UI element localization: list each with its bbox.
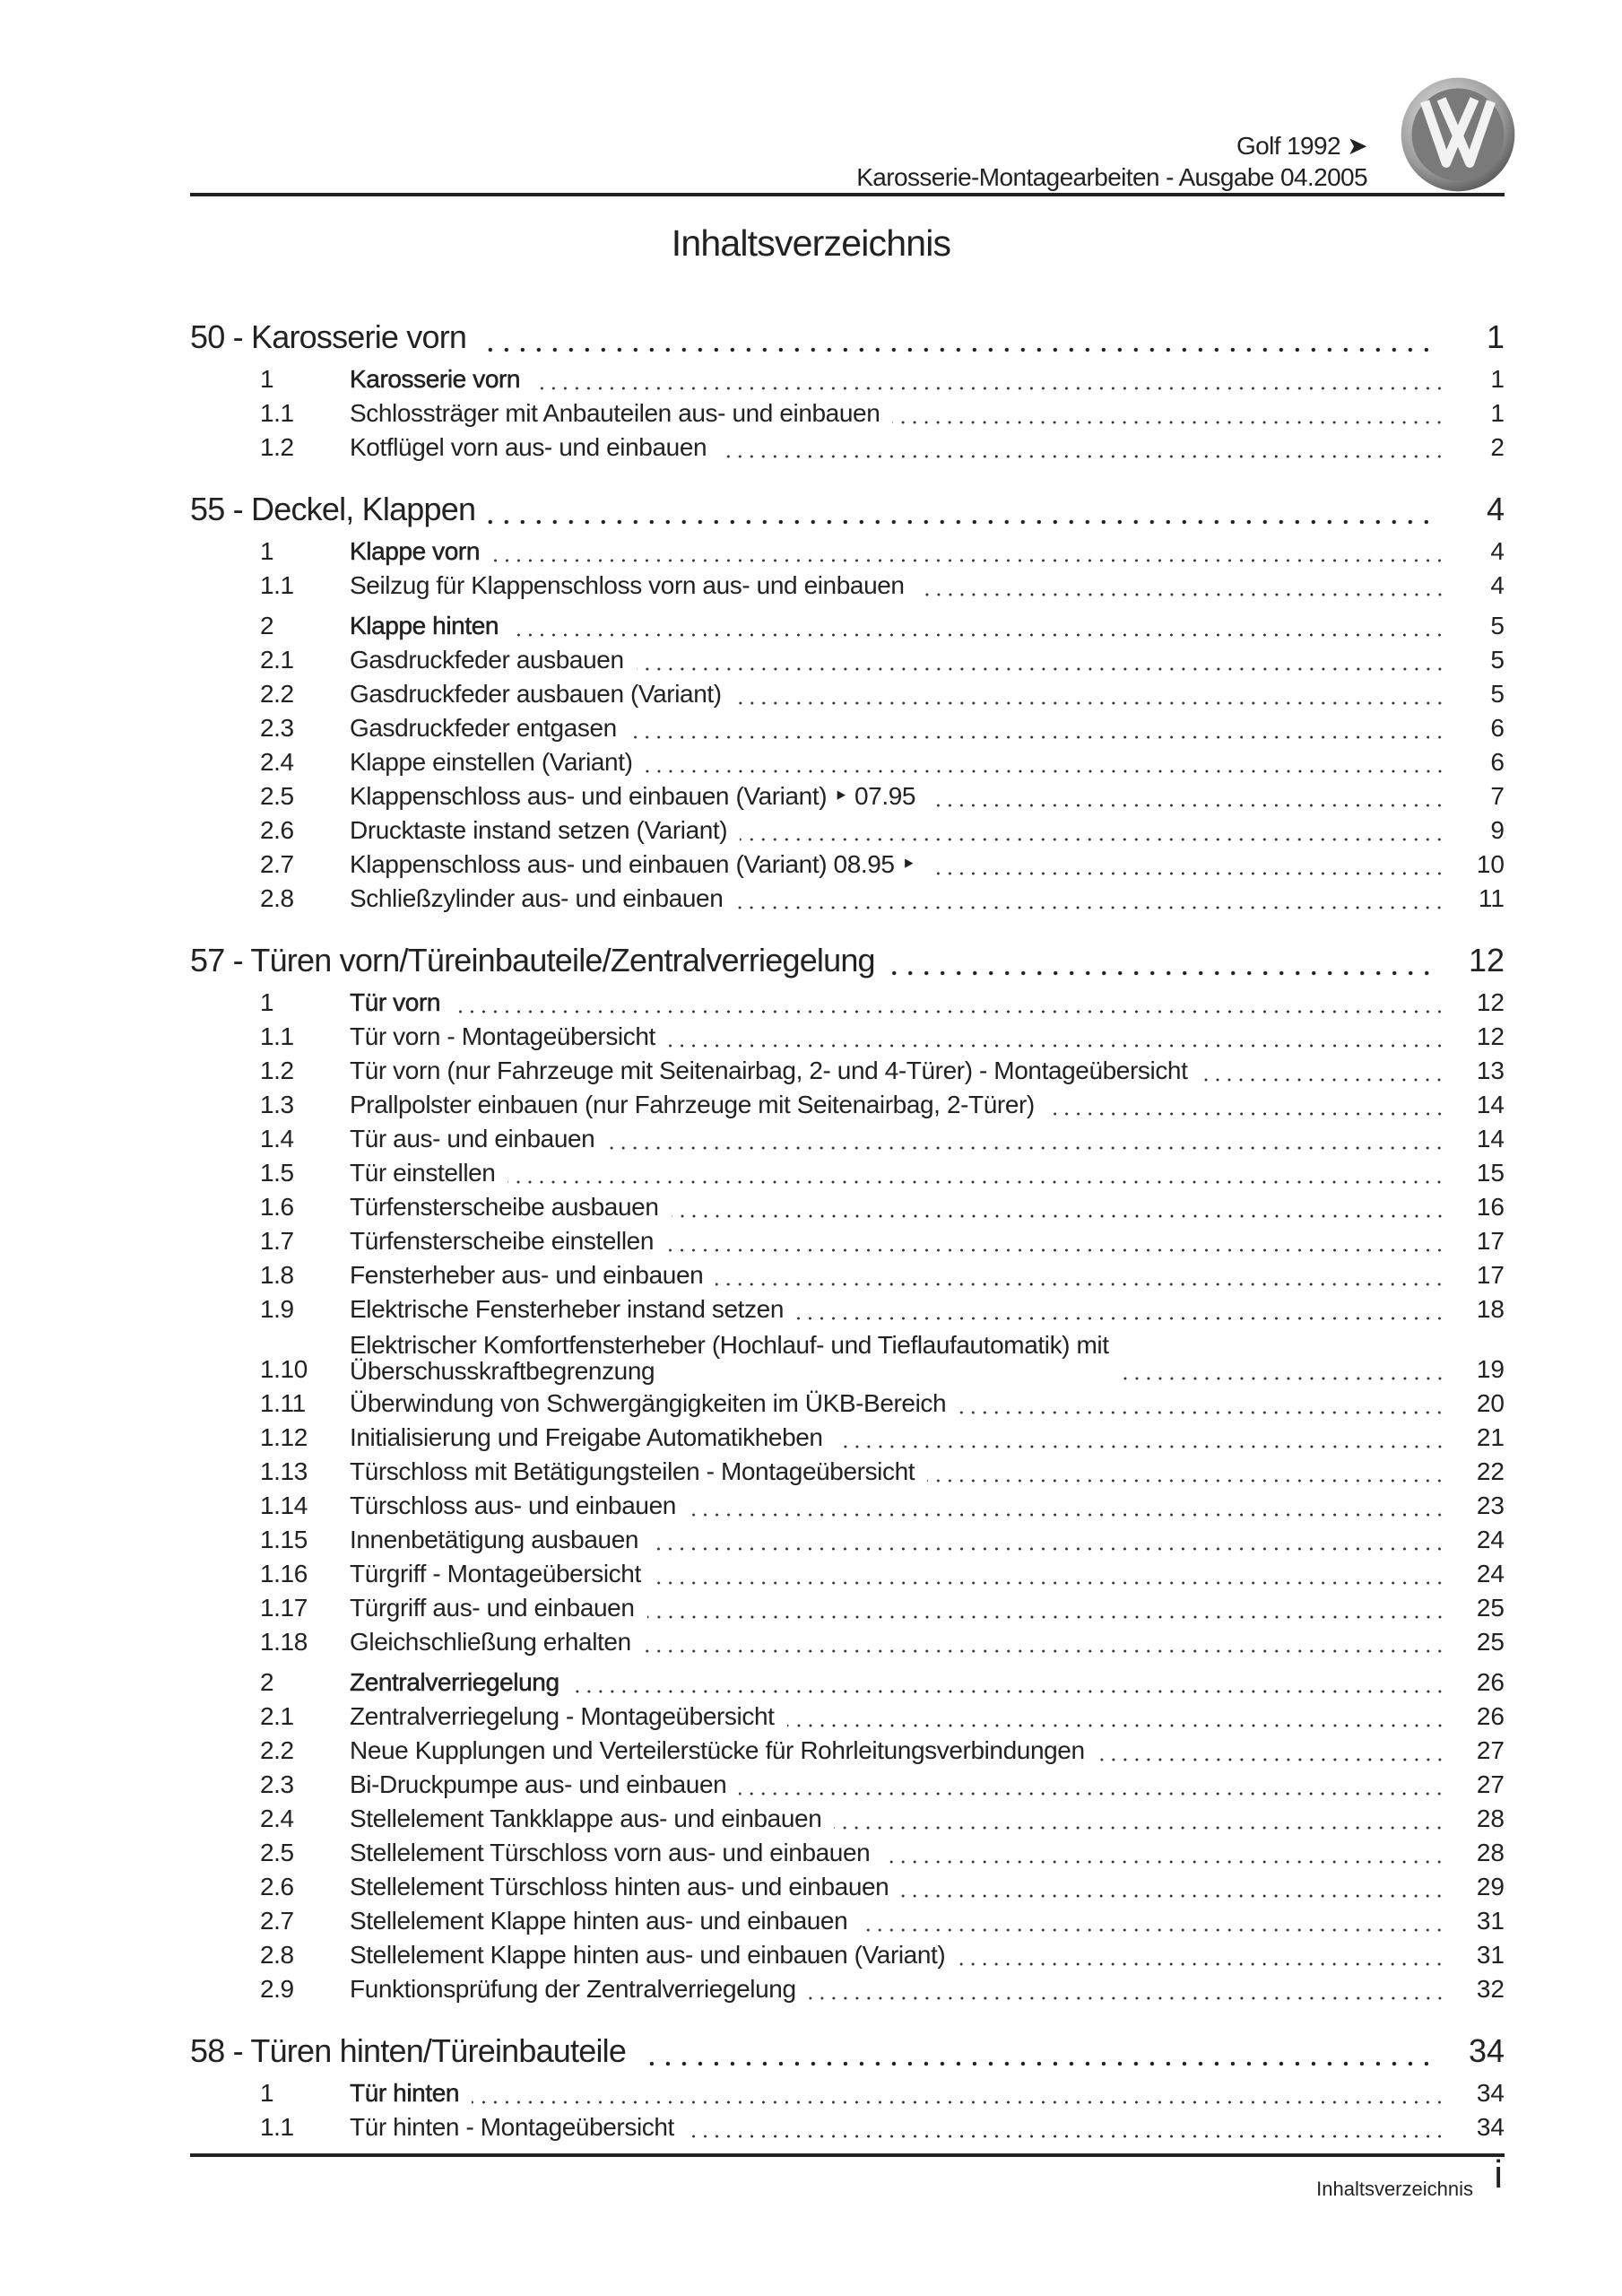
entry-title: Fensterheber aus- und einbauen bbox=[350, 1261, 704, 1289]
dot-leader bbox=[533, 369, 1445, 394]
toc-entry[interactable] bbox=[190, 777, 1505, 811]
dot-leader bbox=[687, 2117, 1445, 2142]
toc-entry[interactable] bbox=[190, 1970, 1505, 2004]
entry-number: 2.4 bbox=[260, 748, 294, 776]
entry-page: 7 bbox=[1490, 782, 1505, 810]
dot-leader bbox=[927, 1461, 1445, 1486]
entry-number: 1.8 bbox=[260, 1261, 294, 1289]
toc-entry[interactable] bbox=[190, 1622, 1505, 1657]
toc-entry[interactable] bbox=[190, 743, 1505, 777]
toc-entry[interactable] bbox=[190, 566, 1505, 600]
dot-leader bbox=[719, 437, 1445, 462]
entry-page: 5 bbox=[1490, 680, 1505, 708]
entry-number: 1.17 bbox=[260, 1594, 308, 1622]
entry-number: 2 bbox=[260, 612, 274, 639]
toc-entry[interactable] bbox=[190, 606, 1505, 640]
dot-leader bbox=[740, 820, 1445, 845]
chapter-page: 1 bbox=[1486, 318, 1505, 355]
dot-leader bbox=[892, 403, 1445, 428]
entry-page: 29 bbox=[1476, 1873, 1505, 1900]
dot-leader bbox=[572, 1672, 1445, 1697]
entry-title: Klappe hinten bbox=[350, 612, 499, 639]
entry-title: Stellelement Türschloss vorn aus- und einbauen bbox=[350, 1839, 871, 1866]
dot-leader bbox=[666, 1231, 1445, 1256]
toc-entry[interactable] bbox=[190, 1554, 1505, 1588]
entry-page: 6 bbox=[1490, 714, 1505, 742]
entry-page: 5 bbox=[1490, 612, 1505, 639]
toc-entry[interactable] bbox=[190, 1833, 1505, 1867]
entry-title: Türschloss aus- und einbauen bbox=[350, 1492, 676, 1519]
toc-entry[interactable] bbox=[190, 1384, 1505, 1418]
dot-leader bbox=[735, 888, 1445, 913]
entry-title: Tür hinten - Montageübersicht bbox=[350, 2113, 674, 2141]
entry-title: Gasdruckfeder ausbauen bbox=[350, 646, 624, 674]
dot-leader bbox=[488, 503, 1435, 528]
dot-leader bbox=[928, 854, 1445, 879]
toc-chapter[interactable] bbox=[190, 485, 1505, 528]
entry-page: 12 bbox=[1476, 1022, 1505, 1050]
header-rule bbox=[190, 193, 1505, 196]
entry-page: 4 bbox=[1490, 571, 1505, 599]
entry-number: 2.9 bbox=[260, 1975, 294, 2003]
toc-entry[interactable] bbox=[190, 1017, 1505, 1051]
entry-title: Klappenschloss aus- und einbauen (Variant) 08.95 ‣ bbox=[350, 850, 916, 878]
dot-leader bbox=[511, 615, 1445, 640]
entry-title: Innenbetätigung ausbauen bbox=[350, 1526, 639, 1553]
entry-page: 19 bbox=[1476, 1355, 1505, 1383]
entry-page: 22 bbox=[1476, 1457, 1505, 1485]
toc-entry[interactable] bbox=[190, 1290, 1505, 1324]
dot-leader bbox=[739, 1774, 1445, 1799]
entry-page: 17 bbox=[1476, 1227, 1505, 1255]
entry-page: 4 bbox=[1490, 537, 1505, 565]
chapter-page: 4 bbox=[1486, 491, 1505, 527]
entry-title-line2: Überschusskraftbegrenzung bbox=[350, 1357, 655, 1385]
dot-leader bbox=[1097, 1740, 1445, 1765]
entry-title: Karosserie vorn bbox=[350, 365, 521, 393]
entry-number: 2.4 bbox=[260, 1805, 294, 1832]
dot-leader bbox=[607, 1128, 1445, 1153]
dot-leader bbox=[734, 683, 1445, 709]
dot-leader bbox=[672, 1196, 1446, 1222]
entry-title: Drucktaste instand setzen (Variant) bbox=[350, 816, 728, 844]
toc-entry[interactable] bbox=[190, 1452, 1505, 1486]
toc-entry[interactable] bbox=[190, 879, 1505, 913]
dot-leader bbox=[1047, 1094, 1445, 1119]
entry-number: 1 bbox=[260, 2079, 274, 2107]
entry-number: 1 bbox=[260, 365, 274, 393]
toc-chapter[interactable] bbox=[190, 313, 1505, 356]
entry-title: Überwindung von Schwergängigkeiten im ÜKB-Bereich bbox=[350, 1389, 947, 1417]
entry-page: 25 bbox=[1476, 1594, 1505, 1622]
dot-leader bbox=[860, 1910, 1445, 1935]
entry-number: 1.4 bbox=[260, 1125, 294, 1152]
entry-page: 32 bbox=[1476, 1975, 1505, 2003]
entry-page: 20 bbox=[1476, 1389, 1505, 1417]
entry-number: 1.11 bbox=[260, 1389, 306, 1417]
dot-leader bbox=[882, 1842, 1445, 1867]
entry-title: Neue Kupplungen und Verteilerstücke für Rohrleitungsverbindungen bbox=[350, 1736, 1085, 1764]
toc-entry[interactable] bbox=[190, 1486, 1505, 1520]
toc-entry[interactable] bbox=[190, 1799, 1505, 1833]
entry-number: 2.6 bbox=[260, 816, 294, 844]
toc-entry[interactable] bbox=[190, 360, 1505, 394]
toc-entry[interactable] bbox=[190, 674, 1505, 709]
entry-title: Stellelement Tankklappe aus- und einbauen bbox=[350, 1805, 822, 1832]
entry-number: 1 bbox=[260, 988, 274, 1016]
entry-title: Türgriff - Montageübersicht bbox=[350, 1560, 641, 1587]
chapter-page: 12 bbox=[1468, 942, 1505, 978]
dot-leader bbox=[651, 1529, 1445, 1554]
entry-number: 1.9 bbox=[260, 1295, 294, 1323]
entry-title bbox=[350, 1332, 1109, 1384]
entry-page: 14 bbox=[1476, 1125, 1505, 1152]
dot-leader bbox=[629, 718, 1445, 743]
dot-leader bbox=[644, 1631, 1445, 1657]
dot-leader bbox=[716, 1265, 1445, 1290]
entry-page: 31 bbox=[1476, 1941, 1505, 1969]
dot-leader bbox=[958, 1393, 1445, 1418]
entry-number: 2.6 bbox=[260, 1873, 294, 1900]
entry-title: Tür aus- und einbauen bbox=[350, 1125, 595, 1152]
toc-entry[interactable] bbox=[190, 1418, 1505, 1452]
toc-entry[interactable] bbox=[190, 1520, 1505, 1554]
entry-page: 12 bbox=[1476, 988, 1505, 1016]
entry-title: Zentralverriegelung bbox=[350, 1668, 559, 1696]
entry-page: 31 bbox=[1476, 1907, 1505, 1935]
entry-title: Bi-Druckpumpe aus- und einbauen bbox=[350, 1770, 727, 1798]
entry-page: 26 bbox=[1476, 1702, 1505, 1730]
toc-entry[interactable] bbox=[190, 983, 1505, 1017]
dot-leader bbox=[479, 331, 1435, 356]
entry-page: 9 bbox=[1490, 816, 1505, 844]
entry-page: 11 bbox=[1478, 884, 1505, 912]
toc-entry[interactable] bbox=[190, 1119, 1505, 1153]
toc-entry[interactable] bbox=[190, 640, 1505, 674]
entry-number: 1.7 bbox=[260, 1227, 294, 1255]
entry-page: 34 bbox=[1476, 2113, 1505, 2141]
entry-page: 6 bbox=[1490, 748, 1505, 776]
footer-rule bbox=[190, 2153, 1505, 2157]
vw-logo-icon bbox=[1399, 75, 1517, 194]
entry-title: Türfensterscheibe ausbauen bbox=[350, 1193, 659, 1221]
dot-leader bbox=[787, 1706, 1445, 1731]
toc-entry[interactable] bbox=[190, 1663, 1505, 1697]
entry-page: 1 bbox=[1490, 399, 1505, 427]
dot-leader bbox=[646, 752, 1445, 777]
entry-page: 5 bbox=[1490, 646, 1505, 674]
entry-number: 1.15 bbox=[260, 1526, 308, 1553]
toc-entry[interactable] bbox=[190, 1256, 1505, 1290]
dot-leader bbox=[472, 2083, 1445, 2108]
entry-title: Tür einstellen bbox=[350, 1159, 496, 1187]
entry-title: Türgriff aus- und einbauen bbox=[350, 1594, 635, 1622]
entry-title: Initialisierung und Freigabe Automatikheben bbox=[350, 1423, 823, 1451]
entry-title: Klappenschloss aus- und einbauen (Variant) ‣ 07.95 bbox=[350, 782, 916, 810]
toc-entry[interactable] bbox=[190, 1697, 1505, 1731]
entry-title: Gleichschließung erhalten bbox=[350, 1628, 631, 1656]
dot-leader bbox=[888, 954, 1435, 979]
chapter-title: 57 - Türen vorn/Türeinbauteile/Zentralverriegelung bbox=[190, 942, 875, 978]
dot-leader bbox=[958, 1944, 1445, 1970]
entry-page: 10 bbox=[1476, 850, 1505, 878]
entry-number: 2.5 bbox=[260, 1839, 294, 1866]
toc-entry[interactable] bbox=[190, 1588, 1505, 1622]
toc-entry[interactable] bbox=[190, 709, 1505, 743]
entry-number: 1.2 bbox=[260, 1057, 294, 1084]
dot-leader bbox=[836, 1427, 1445, 1452]
toc-entry[interactable] bbox=[190, 2074, 1505, 2108]
dot-leader bbox=[637, 649, 1445, 674]
toc-entry[interactable] bbox=[190, 845, 1505, 879]
entry-number: 1.18 bbox=[260, 1628, 308, 1656]
entry-page: 24 bbox=[1476, 1526, 1505, 1553]
dot-leader bbox=[1200, 1060, 1445, 1085]
entry-title: Türschloss mit Betätigungsteilen - Montageübersicht bbox=[350, 1457, 915, 1485]
entry-number: 2.8 bbox=[260, 1941, 294, 1969]
header-subtitle: Karosserie-Montagearbeiten - Ausgabe 04.2005 bbox=[856, 163, 1367, 191]
entry-page: 17 bbox=[1476, 1261, 1505, 1289]
entry-page: 26 bbox=[1476, 1668, 1505, 1696]
entry-number: 1.1 bbox=[260, 399, 294, 427]
entry-number: 2 bbox=[260, 1668, 274, 1696]
entry-number: 1.10 bbox=[260, 1355, 308, 1383]
entry-page: 34 bbox=[1476, 2079, 1505, 2107]
dot-leader bbox=[689, 1495, 1445, 1520]
dot-leader bbox=[654, 1563, 1445, 1588]
chapter-title: 50 - Karosserie vorn bbox=[190, 318, 467, 355]
entry-page: 24 bbox=[1476, 1560, 1505, 1587]
entry-title: Gasdruckfeder entgasen bbox=[350, 714, 617, 742]
entry-number: 1.1 bbox=[260, 1022, 294, 1050]
entry-page: 15 bbox=[1476, 1159, 1505, 1187]
entry-number: 2.7 bbox=[260, 1907, 294, 1935]
entry-number: 2.7 bbox=[260, 850, 294, 878]
entry-number: 1.1 bbox=[260, 571, 294, 599]
entry-title: Zentralverriegelung - Montageübersicht bbox=[350, 1702, 775, 1730]
entry-number: 1.16 bbox=[260, 1560, 308, 1587]
entry-title: Tür vorn - Montageübersicht bbox=[350, 1022, 655, 1050]
dot-leader bbox=[507, 1162, 1445, 1187]
dot-leader bbox=[917, 575, 1445, 600]
entry-title: Elektrische Fensterheber instand setzen bbox=[350, 1295, 784, 1323]
toc-entry[interactable] bbox=[190, 1153, 1505, 1187]
chapter-title: 55 - Deckel, Klappen bbox=[190, 491, 476, 527]
entry-title: Klappe vorn bbox=[350, 537, 481, 565]
entry-title: Seilzug für Klappenschloss vorn aus- und einbauen bbox=[350, 571, 905, 599]
toc-entry[interactable] bbox=[190, 1765, 1505, 1799]
entry-page: 1 bbox=[1490, 365, 1505, 393]
entry-title: Funktionsprüfung der Zentralverriegelung bbox=[350, 1975, 796, 2003]
entry-title: Tür vorn bbox=[350, 988, 441, 1016]
entry-number: 2.2 bbox=[260, 680, 294, 708]
entry-title: Stellelement Klappe hinten aus- und einbauen (Variant) bbox=[350, 1941, 946, 1969]
dot-leader bbox=[901, 1876, 1445, 1901]
entry-page: 13 bbox=[1476, 1057, 1505, 1084]
toc-entry[interactable] bbox=[190, 1901, 1505, 1935]
toc-entry[interactable] bbox=[190, 428, 1505, 462]
footer-label: Inhaltsverzeichnis bbox=[1316, 2178, 1473, 2200]
entry-title: Kotflügel vorn aus- und einbauen bbox=[350, 433, 707, 461]
entry-number: 2.2 bbox=[260, 1736, 294, 1764]
entry-page: 27 bbox=[1476, 1736, 1505, 1764]
entry-number: 2.3 bbox=[260, 1770, 294, 1798]
entry-page: 18 bbox=[1476, 1295, 1505, 1323]
entry-number: 1 bbox=[260, 537, 274, 565]
entry-title: Tür hinten bbox=[350, 2079, 460, 2107]
entry-title: Gasdruckfeder ausbauen (Variant) bbox=[350, 680, 722, 708]
toc-entry[interactable] bbox=[190, 532, 1505, 566]
entry-page: 28 bbox=[1476, 1839, 1505, 1866]
toc-entry[interactable] bbox=[190, 1867, 1505, 1901]
entry-page: 25 bbox=[1476, 1628, 1505, 1656]
toc-entry[interactable] bbox=[190, 1085, 1505, 1119]
toc-chapter[interactable] bbox=[190, 936, 1505, 979]
entry-number: 1.12 bbox=[260, 1423, 308, 1451]
entry-number: 2.1 bbox=[260, 1702, 294, 1730]
footer-page-number: i bbox=[1494, 2152, 1503, 2196]
toc-entry[interactable] bbox=[190, 1187, 1505, 1222]
toc-entry[interactable] bbox=[190, 1051, 1505, 1085]
entry-title: Stellelement Klappe hinten aus- und einbauen bbox=[350, 1907, 848, 1935]
entry-number: 1.2 bbox=[260, 433, 294, 461]
toc-entry[interactable] bbox=[190, 394, 1505, 428]
entry-number: 2.1 bbox=[260, 646, 294, 674]
chapter-page: 34 bbox=[1468, 2032, 1505, 2069]
entry-title: Prallpolster einbauen (nur Fahrzeuge mit Seitenairbag, 2-Türer) bbox=[350, 1091, 1035, 1118]
toc-entry[interactable] bbox=[190, 1324, 1505, 1384]
dot-leader bbox=[809, 1979, 1445, 2004]
entry-title: Türfensterscheibe einstellen bbox=[350, 1227, 654, 1255]
entry-number: 1.1 bbox=[260, 2113, 294, 2141]
toc-entry[interactable] bbox=[190, 1222, 1505, 1256]
entry-number: 2.3 bbox=[260, 714, 294, 742]
toc-entry[interactable] bbox=[190, 811, 1505, 845]
toc-entry[interactable] bbox=[190, 1935, 1505, 1970]
entry-number: 2.5 bbox=[260, 782, 294, 810]
dot-leader bbox=[668, 1026, 1445, 1051]
toc-entry[interactable] bbox=[190, 1731, 1505, 1765]
entry-page: 14 bbox=[1476, 1091, 1505, 1118]
toc-chapter[interactable] bbox=[190, 2027, 1505, 2070]
entry-page: 16 bbox=[1476, 1193, 1505, 1221]
entry-number: 2.8 bbox=[260, 884, 294, 912]
dot-leader bbox=[492, 541, 1445, 566]
dot-leader bbox=[928, 786, 1445, 811]
entry-title-line1: Elektrischer Komfortfensterheber (Hochlauf- und Tieflaufautomatik) mit bbox=[350, 1331, 1109, 1359]
entry-title: Tür vorn (nur Fahrzeuge mit Seitenairbag, 2- und 4-Türer) - Montageübersicht bbox=[350, 1057, 1188, 1084]
entry-number: 1.13 bbox=[260, 1457, 308, 1485]
entry-number: 1.6 bbox=[260, 1193, 294, 1221]
header-model: Golf 1992 ➤ bbox=[1236, 132, 1367, 160]
dot-leader bbox=[638, 2045, 1435, 2070]
entry-number: 1.14 bbox=[260, 1492, 308, 1519]
entry-page: 2 bbox=[1490, 433, 1505, 461]
entry-number: 1.5 bbox=[260, 1159, 294, 1187]
entry-number: 1.3 bbox=[260, 1091, 294, 1118]
toc-entry[interactable] bbox=[190, 2108, 1505, 2142]
entry-title: Schließzylinder aus- und einbauen bbox=[350, 884, 724, 912]
entry-page: 21 bbox=[1476, 1423, 1505, 1451]
page-title: Inhaltsverzeichnis bbox=[671, 222, 951, 264]
entry-title: Klappe einstellen (Variant) bbox=[350, 748, 633, 776]
dot-leader bbox=[1122, 1359, 1445, 1384]
entry-title: Stellelement Türschloss hinten aus- und einbauen bbox=[350, 1873, 889, 1900]
dot-leader bbox=[453, 992, 1445, 1017]
entry-page: 27 bbox=[1476, 1770, 1505, 1798]
dot-leader bbox=[647, 1597, 1445, 1622]
entry-title: Schlossträger mit Anbauteilen aus- und einbauen bbox=[350, 399, 880, 427]
chapter-title: 58 - Türen hinten/Türeinbauteile bbox=[190, 2032, 627, 2069]
entry-page: 23 bbox=[1476, 1492, 1505, 1519]
dot-leader bbox=[796, 1299, 1445, 1324]
dot-leader bbox=[834, 1808, 1445, 1833]
entry-page: 28 bbox=[1476, 1805, 1505, 1832]
